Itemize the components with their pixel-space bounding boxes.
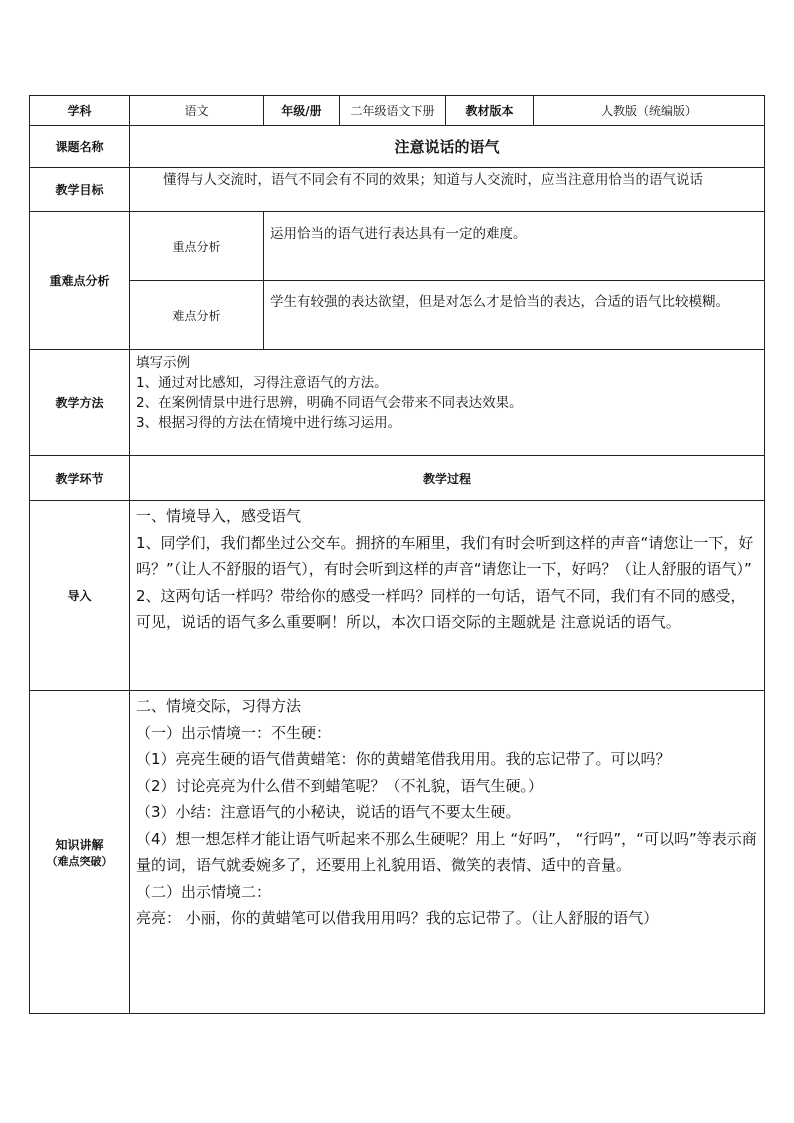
knowledge-paragraph: （1）亮亮生硬的语气借黄蜡笔：你的黄蜡笔借我用用。我的忘记带了。可以吗？ [136,750,671,768]
knowledge-content [130,691,765,1014]
grade-label: 年级/册 [264,96,340,126]
process-section-label: 教学环节 [30,456,130,501]
analysis-label: 重难点分析 [30,212,130,350]
knowledge-paragraph: （一）出示情境一：不生硬： [136,723,332,742]
knowledge-paragraph: 亮亮： 小丽，你的黄蜡笔可以借我用用吗？我的忘记带了。（让人舒服的语气） [136,909,659,927]
knowledge-paragraph: 二、情境交际，习得方法 [136,697,302,715]
intro-paragraph: 1、同学们，我们都坐过公交车。拥挤的车厢里，我们有时会听到这样的声音“请您让一下，好吗？”（让人不舒服的语气），有时会听到这样的声音“请您让一下，好吗？（让人舒服的语气）” [136,533,754,578]
method-line: 2、在案例情景中进行思辨，明确不同语气会带来不同表达效果。 [136,395,523,411]
lesson-name-label: 课题名称 [30,126,130,168]
difficult-analysis-label: 难点分析 [130,281,264,350]
goal-row [30,168,765,212]
lesson-plan-table [29,95,765,1014]
knowledge-paragraph: （2）讨论亮亮为什么借不到蜡笔呢？（不礼貌，语气生硬。） [136,776,544,795]
knowledge-label-cell [30,691,130,1014]
knowledge-paragraph: （4）想一想怎样才能让语气听起来不那么生硬呢？用上 “好吗”， “行吗”，“可以吗”等表示商量的词，语气就委婉多了，还要用上礼貌用语、微笑的表情、适中的音量。 [136,829,757,874]
subject-label: 学科 [30,96,130,126]
process-header: 教学过程 [130,456,765,501]
process-header-row [30,456,765,501]
intro-paragraph: 一、情境导入，感受语气 [136,507,302,525]
edition-label: 教材版本 [446,96,534,126]
key-analysis-text: 运用恰当的语气进行表达具有一定的难度。 [264,212,765,281]
lesson-name-row [30,126,765,168]
knowledge-paragraph: （3）小结：注意语气的小秘诀，说话的语气不要太生硬。 [136,803,521,821]
header-row [30,96,765,126]
difficult-analysis-row [30,281,765,350]
key-analysis-row [30,212,765,281]
method-content [130,350,765,456]
intro-label: 导入 [30,501,130,691]
goal-text: 懂得与人交流时，语气不同会有不同的效果；知道与人交流时，应当注意用恰当的语气说话 [130,168,765,212]
goal-label: 教学目标 [30,168,130,212]
key-analysis-label: 重点分析 [130,212,264,281]
subject-value: 语文 [130,96,264,126]
intro-row [30,501,765,691]
difficult-analysis-text: 学生有较强的表达欲望，但是对怎么才是恰当的表达，合适的语气比较模糊。 [264,281,765,350]
intro-content [130,501,765,691]
method-line: 3、根据习得的方法在情境中进行练习运用。 [136,415,402,431]
grade-value: 二年级语文下册 [340,96,446,126]
edition-value: 人教版（统编版） [534,96,765,126]
intro-paragraph: 2、这两句话一样吗？带给你的感受一样吗？同样的一句话，语气不同，我们有不同的感受，可见，说话的语气多么重要啊！所以，本次口语交际的主题就是 注意说话的语气。 [136,586,746,631]
knowledge-paragraph: （二）出示情境二： [136,882,272,901]
knowledge-label: 知识讲解 [55,837,104,852]
method-line: 1、通过对比感知，习得注意语气的方法。 [136,375,388,391]
method-label: 教学方法 [30,350,130,456]
lesson-title: 注意说话的语气 [130,126,765,168]
knowledge-sublabel: （难点突破） [46,854,113,868]
knowledge-row [30,691,765,1014]
method-row [30,350,765,456]
method-line: 填写示例 [136,355,190,371]
